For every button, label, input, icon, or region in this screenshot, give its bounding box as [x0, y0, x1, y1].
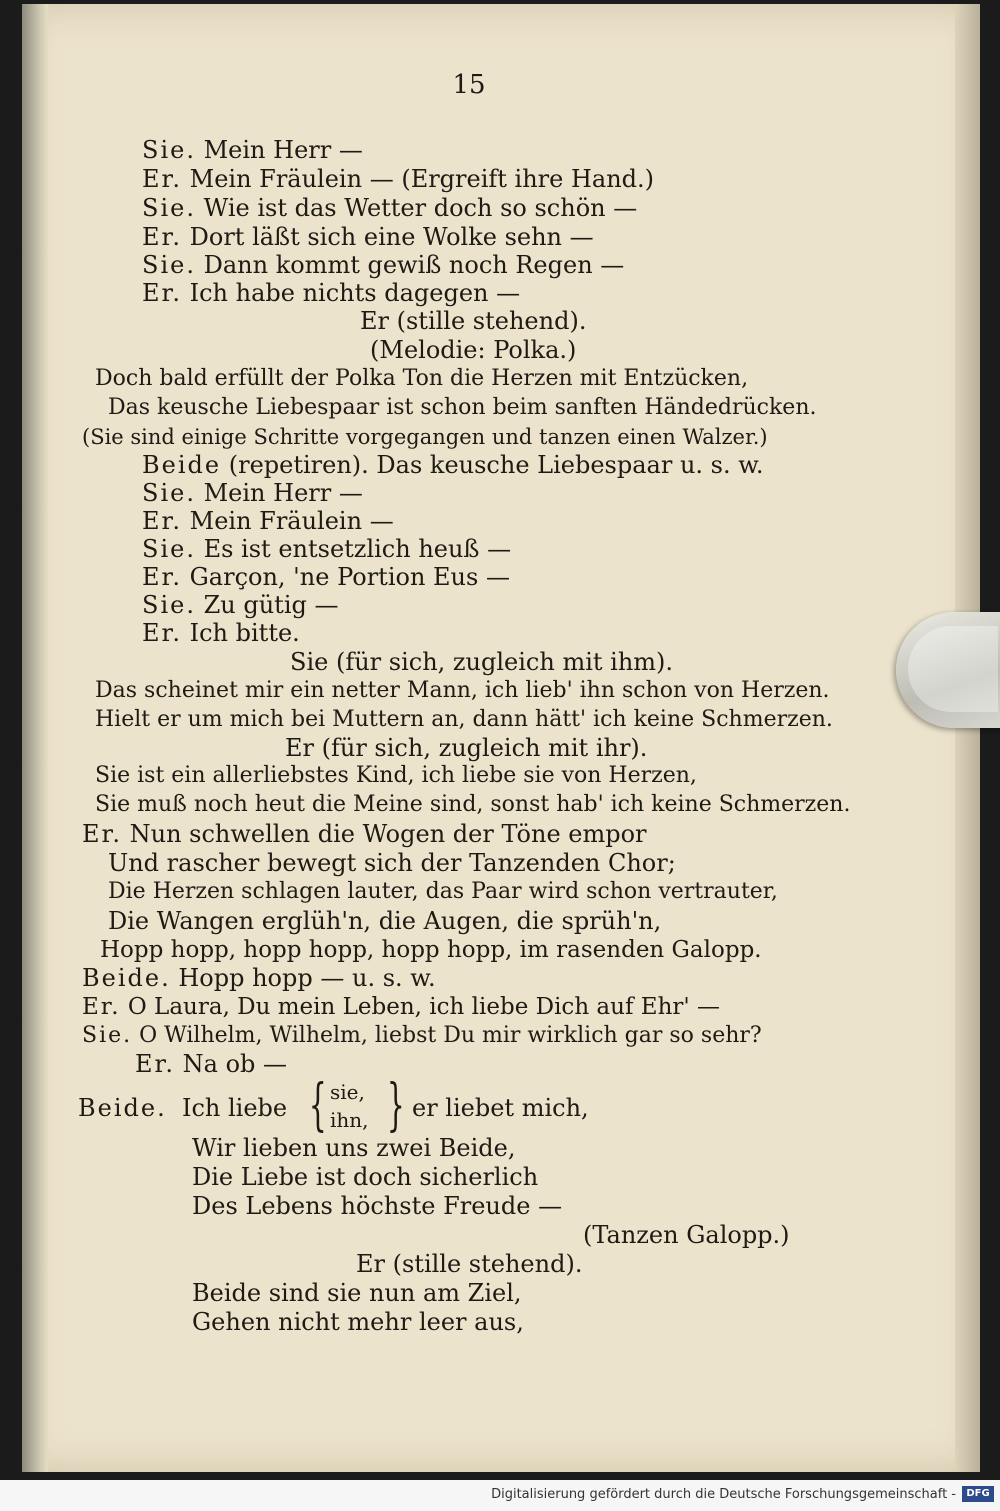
line-1: Sie. Mein Herr — — [142, 136, 363, 164]
line-30: Beide. Hopp hopp — u. s. w. — [82, 964, 436, 992]
duet-line: Beide. Ich liebe — [78, 1094, 288, 1122]
brace-right: } — [386, 1073, 405, 1138]
line-14: Er. Mein Fräulein — — [142, 507, 394, 535]
line-25: Er. Nun schwellen die Wogen der Töne empor — [82, 820, 647, 848]
line-3: Sie. Wie ist das Wetter doch so schön — — [142, 194, 638, 222]
page-number: 15 — [452, 70, 486, 100]
line-31: Er. O Laura, Du mein Leben, ich liebe Dich auf Ehr' — — [82, 994, 721, 1020]
line-33: Er. Na ob — — [135, 1050, 288, 1078]
line-4: Er. Dort läßt sich eine Wolke sehn — — [142, 223, 594, 251]
line-28: Die Wangen erglüh'n, die Augen, die sprüh'n, — [108, 907, 662, 935]
line-27: Die Herzen schlagen lauter, das Paar wird schon vertrauter, — [108, 879, 778, 904]
duet-option-top: sie, — [330, 1080, 365, 1104]
stage-direction: Er (stille stehend). — [360, 307, 587, 335]
duet-suffix: er liebet mich, — [412, 1094, 589, 1122]
dfg-logo: DFG — [962, 1486, 994, 1502]
line-20: Das scheinet mir ein netter Mann, ich lieb' ihn schon von Herzen. — [95, 678, 830, 703]
stage-direction: (Sie sind einige Schritte vorgegangen und tanzen einen Walzer.) — [82, 425, 768, 449]
verse-line-1: Wir lieben uns zwei Beide, — [192, 1134, 516, 1162]
line-13: Sie. Mein Herr — — [142, 479, 363, 507]
stage-direction: Er (für sich, zugleich mit ihr). — [285, 734, 648, 762]
line-2: Er. Mein Fräulein — (Ergreift ihre Hand.) — [142, 165, 655, 193]
line-29: Hopp hopp, hopp hopp, hopp hopp, im rasenden Galopp. — [100, 937, 762, 963]
line-26: Und rascher bewegt sich der Tanzenden Chor; — [108, 849, 676, 877]
line-17: Sie. Zu gütig — — [142, 591, 339, 619]
line-10: Das keusche Liebespaar ist schon beim sanften Händedrücken. — [108, 395, 817, 420]
brace-left: { — [308, 1073, 327, 1138]
verse-line-2: Die Liebe ist doch sicherlich — [192, 1163, 539, 1191]
verse-line-3: Des Lebens höchste Freude — — [192, 1192, 563, 1220]
line-12: Beide (repetiren). Das keusche Liebespaar u. s. w. — [142, 451, 764, 479]
line-16: Er. Garçon, 'ne Portion Eus — — [142, 563, 510, 591]
line-18: Er. Ich bitte. — [142, 619, 300, 647]
stage-direction: Sie (für sich, zugleich mit ihm). — [290, 648, 674, 676]
line-23: Sie ist ein allerliebstes Kind, ich liebe sie von Herzen, — [95, 763, 697, 788]
line-6: Er. Ich habe nichts dagegen — — [142, 279, 521, 307]
duet-option-bottom: ihn, — [330, 1108, 369, 1132]
melody-note: (Melodie: Polka.) — [370, 336, 577, 364]
book-spine — [22, 4, 48, 1472]
line-5: Sie. Dann kommt gewiß noch Regen — — [142, 251, 625, 279]
page-edge — [955, 4, 980, 1472]
line-32: Sie. O Wilhelm, Wilhelm, liebst Du mir wirklich gar so sehr? — [82, 1023, 762, 1048]
verse-line-5: Gehen nicht mehr leer aus, — [192, 1308, 524, 1336]
line-9: Doch bald erfüllt der Polka Ton die Herzen mit Entzücken, — [95, 366, 749, 391]
footer-bar — [0, 1480, 1000, 1511]
line-15: Sie. Es ist entsetzlich heuß — — [142, 535, 512, 563]
stage-direction: (Tanzen Galopp.) — [583, 1221, 790, 1249]
stage-direction: Er (stille stehend). — [356, 1250, 583, 1278]
verse-line-4: Beide sind sie nun am Ziel, — [192, 1279, 522, 1307]
line-24: Sie muß noch heut die Meine sind, sonst hab' ich keine Schmerzen. — [95, 792, 851, 817]
footer-credit: Digitalisierung gefördert durch die Deutsche Forschungsgemeinschaft - — [491, 1487, 956, 1502]
page-clip — [896, 612, 1000, 728]
line-21: Hielt er um mich bei Muttern an, dann hätt' ich keine Schmerzen. — [95, 707, 833, 732]
